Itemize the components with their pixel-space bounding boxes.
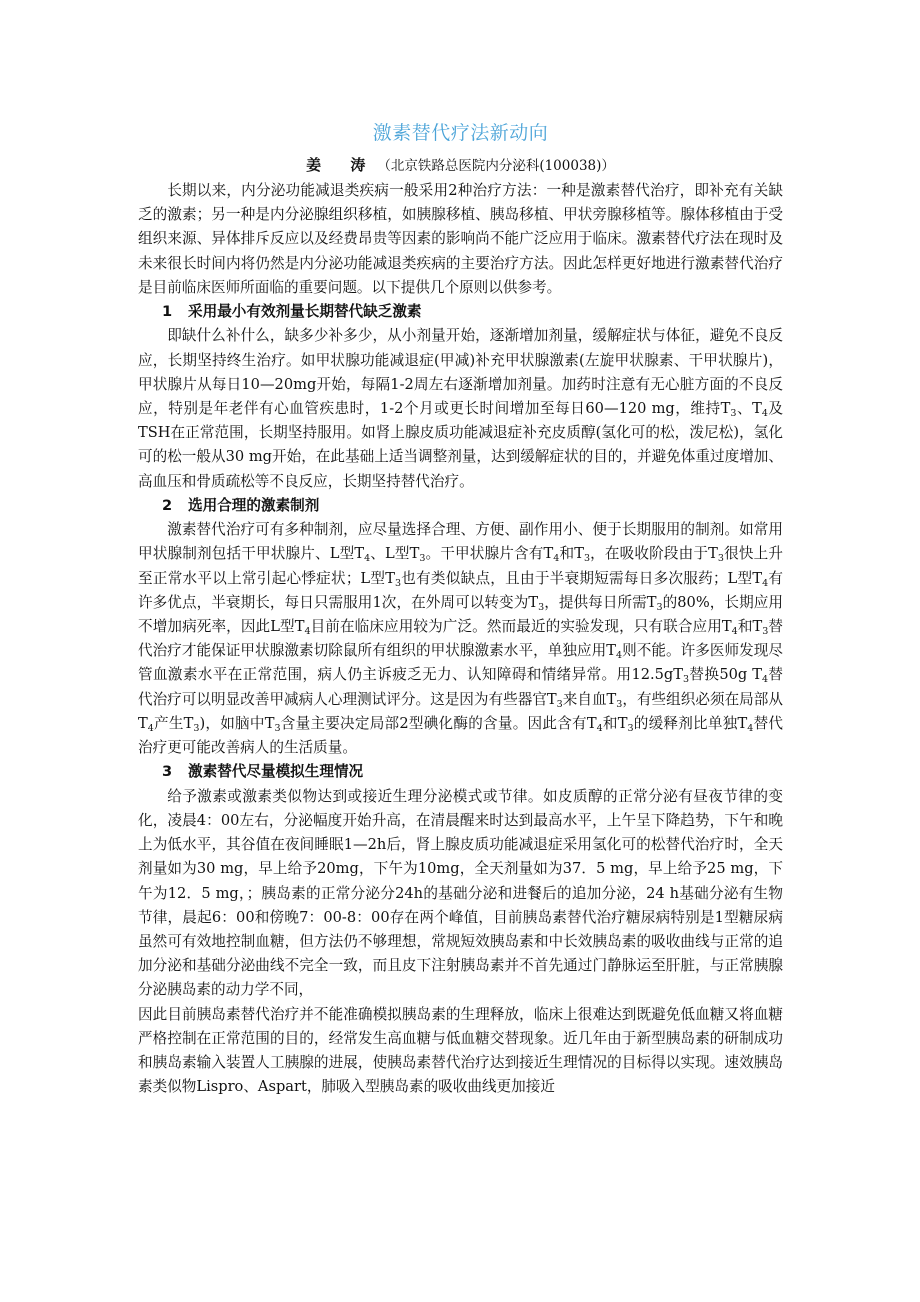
subscript: 3 — [683, 674, 690, 686]
subscript: 3 — [394, 577, 401, 589]
subscript: 4 — [761, 674, 769, 686]
text-run: 含量主要决定局部2型碘化酶的含量。因此含有T — [280, 714, 597, 732]
text-run: 也有类似缺点，且由于半衰期短需每日多次服药；L型T — [400, 569, 763, 587]
text-run: 即缺什么补什么，缺多少补多少，从小剂量开始，逐渐增加剂量，缓解症状与体征，避免不良反应，长期坚持终生治疗。如甲状腺功能减退症(甲减)补充甲状腺激素(左旋甲状腺素、干甲状腺片)，甲状腺片从每日10—20mg开始，每隔1-2周左右逐渐增加剂量。加药时注意有无心脏方面的不良反应，特别是年老伴有心血管疾患时，1-2个月或更长时间增加至每日60—120 mg，维持T — [138, 327, 783, 418]
text-run: 替代治疗更可能改善病人的生活质量。 — [138, 714, 783, 757]
section-title: 激素替代尽量模拟生理情况 — [188, 763, 364, 781]
text-run: 替代治疗可以明显改善甲减病人心理测试评分。这是因为有些器官T — [138, 666, 783, 708]
text-run: 激素替代治疗可有多种制剂，应尽量选择合理、方便、副作用小、便于长期服用的制剂。如常用甲状腺制剂包括干甲状腺片、L型T — [138, 521, 783, 563]
text-run: 则不能。许多医师发现尽管血激素水平在正常范围，病人仍主诉疲乏无力、认知障碍和情绪异常。用12.5gT — [138, 642, 783, 684]
section-number: 1 — [162, 303, 173, 321]
text-run: ，提供每日所需T — [544, 593, 657, 611]
section-1-paragraph — [138, 324, 783, 493]
text-run: ，有些组织必须在局部从T — [138, 690, 783, 732]
text-run: 和T — [737, 618, 763, 636]
text-run: 和T — [602, 714, 628, 732]
subscript: 4 — [615, 650, 623, 662]
subscript: 3 — [274, 722, 281, 734]
section-3-paragraph: 给予激素或激素类似物达到或接近生理分泌模式或节律。如皮质醇的正常分泌有昼夜节律的变化，凌晨4：00左右，分泌幅度开始升高，在清晨醒来时达到最高水平，上午呈下降趋势，下午和晚上为低水平，其谷值在夜间睡眠1—2h后，肾上腺皮质功能减退症采用氢化可的松替代治疗时，全天剂量如为30 mg，早上给予20mg，下午为10mg，全天剂量如为37．5 mg，早上给予25 mg，下午为12．5 mg，；胰岛素的正常分泌分24h的基础分泌和进餐后的追加分泌，24 h基础分泌有生物节律，晨起6：00和傍晚7：00-8：00存在两个峰值，目前胰岛素替代治疗糖尿病特别是1型糖尿病虽然可有效地控制血糖，但方法仍不够理想，常规短效胰岛素和中长效胰岛素的吸收曲线与正常的追加分泌和基础分泌曲线不完全一致，而且皮下注射胰岛素并不首先通过门静脉运至肝脏，与正常胰腺分泌胰岛素的动力学不同， — [138, 787, 783, 999]
author-line — [138, 154, 783, 177]
subscript: 3 — [762, 626, 769, 638]
subscript: 4 — [761, 408, 768, 420]
text-run: 替换50g T — [689, 666, 762, 684]
subscript: 3 — [538, 601, 545, 613]
section-number: 2 — [162, 496, 173, 514]
subscript: 4 — [304, 626, 311, 638]
subscript: 3 — [656, 601, 663, 613]
section-title: 采用最小有效剂量长期替代缺乏激素 — [188, 303, 422, 321]
section-3-continuation: 因此目前胰岛素替代治疗并不能准确模拟胰岛素的生理释放，临床上很难达到既避免低血糖又将血糖严格控制在正常范围的目的，经常发生高血糖与低血糖交替现象。近几年由于新型胰岛素的研制成功和胰岛素输入装置人工胰腺的进展，使胰岛素替代治疗达到接近生理情况的目标得以实现。速效胰岛素类似物Lispro、Aspart，肺吸入型胰岛素的吸收曲线更加接近 — [138, 1005, 783, 1096]
section-number: 3 — [162, 763, 173, 781]
text-run: 替代治疗才能保证甲状腺激素切除鼠所有组织的甲状腺激素水平，单独应用T — [138, 618, 783, 660]
text-run: 、T — [736, 400, 762, 418]
section-heading-1 — [138, 300, 783, 324]
text-run: )，如脑中T — [199, 714, 275, 732]
subscript: 4 — [747, 722, 754, 734]
subscript: 3 — [583, 553, 591, 565]
text-run: 的80%，长期应用不增加病死率，因此L型T — [138, 593, 783, 636]
text-run: 来自血T — [562, 690, 617, 708]
subscript: 3 — [616, 698, 623, 710]
subscript: 4 — [731, 626, 738, 638]
subscript: 3 — [419, 553, 426, 565]
article-title: 激素替代疗法新动向 — [372, 122, 549, 144]
subscript: 4 — [553, 553, 560, 565]
text-run: 和T — [559, 545, 584, 563]
subscript: 3 — [193, 722, 200, 734]
text-run: 有许多优点，半衰期长，每日只需服用1次，在外周可以转变为T — [138, 569, 783, 611]
text-run: 的缓释剂比单独T — [633, 714, 748, 732]
section-2-paragraph — [138, 518, 783, 760]
section-heading-3 — [138, 760, 783, 784]
intro-paragraph: 长期以来，内分泌功能减退类疾病一般采用2种治疗方法：一种是激素替代治疗，即补充有关缺乏的激素；另一种是内分泌腺组织移植，如胰腺移植、胰岛移植、甲状旁腺移植等。腺体移植由于受组织来源、异体排斥反应以及经费昂贵等因素的影响尚不能广泛应用于临床。激素替代疗法在现时及未来很长时间内将仍然是内分泌功能减退类疾病的主要治疗方法。因此怎样更好地进行激素替代治疗是目前临床医师所面临的重要问题。以下提供几个原则以供参考。 — [138, 182, 783, 296]
text-run: 很快上升至正常水平以上常引起心悸症状；L型T — [138, 545, 783, 587]
subscript: 3 — [627, 722, 634, 734]
text-run: 产生T — [153, 714, 194, 732]
text-run: 。干甲状腺片含有T — [425, 545, 554, 563]
subscript: 4 — [147, 722, 154, 734]
author-name: 姜 涛 — [306, 156, 378, 174]
subscript: 3 — [717, 553, 724, 565]
subscript: 3 — [730, 408, 737, 420]
subscript: 4 — [762, 577, 769, 589]
text-run: 及TSH在正常范围，长期坚持服用。如肾上腺皮质功能减退症补充皮质醇(氢化可的松，泼尼松)，氢化可的松一般从30 mg开始，在此基础上适当调整剂量，达到缓解症状的目的，并避免体重过度增加、高血压和骨质疏松等不良反应，长期坚持替代治疗。 — [138, 400, 783, 490]
document-page — [138, 116, 783, 1099]
subscript: 3 — [556, 698, 563, 710]
section-heading-2 — [138, 494, 783, 518]
text-run: 、L型T — [370, 545, 420, 563]
text-run: 目前在临床应用较为广泛。然而最近的实验发现，只有联合应用T — [310, 618, 732, 636]
section-title: 选用合理的激素制剂 — [188, 496, 320, 514]
text-run: ，在吸收阶段由于T — [590, 545, 718, 563]
subscript: 4 — [364, 553, 371, 565]
author-affiliation: （北京铁路总医院内分泌科(100038)） — [377, 158, 615, 174]
subscript: 4 — [596, 722, 603, 734]
